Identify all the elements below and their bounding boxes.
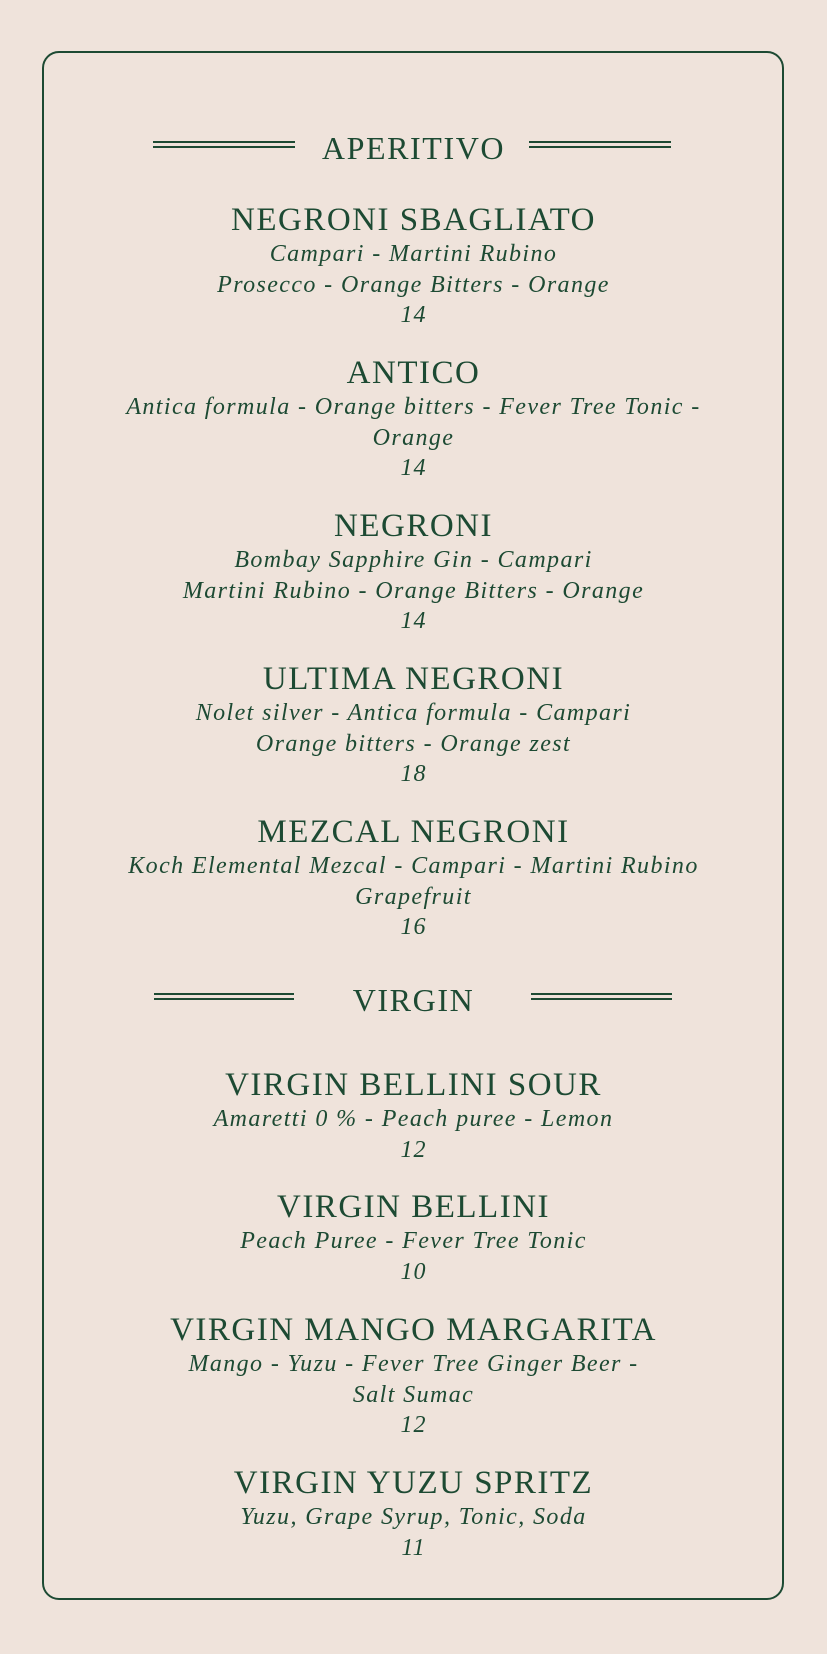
menu-item bbox=[60, 660, 767, 790]
item-price: 14 bbox=[400, 455, 427, 481]
section-title: VIRGIN bbox=[352, 982, 475, 1018]
item-description-line: Amaretti 0 % - Peach puree - Lemon bbox=[213, 1106, 614, 1132]
item-name: VIRGIN BELLINI bbox=[276, 1189, 551, 1225]
item-name: ULTIMA NEGRONI bbox=[262, 661, 565, 697]
menu-item bbox=[60, 507, 767, 637]
item-description-line: Koch Elemental Mezcal - Campari - Martini Rubino bbox=[128, 853, 699, 879]
item-description-line: Yuzu, Grape Syrup, Tonic, Soda bbox=[240, 1504, 587, 1530]
item-price: 11 bbox=[401, 1534, 426, 1561]
item-price: 12 bbox=[400, 1412, 427, 1438]
section-header-aperitivo bbox=[0, 128, 827, 168]
item-name: MEZCAL NEGRONI bbox=[257, 814, 570, 850]
item-description-line: Peach Puree - Fever Tree Tonic bbox=[240, 1228, 587, 1254]
item-price: 14 bbox=[400, 302, 427, 328]
double-rule-right bbox=[531, 993, 672, 1000]
item-description bbox=[60, 1104, 767, 1135]
item-description-line: Martini Rubino - Orange Bitters - Orange bbox=[182, 577, 645, 604]
item-description bbox=[60, 1226, 767, 1257]
item-description-line: Bombay Sapphire Gin - Campari bbox=[234, 547, 593, 573]
section-title: APERITIVO bbox=[321, 130, 506, 166]
item-price: 14 bbox=[400, 608, 427, 634]
menu-item bbox=[60, 1464, 767, 1563]
item-description bbox=[60, 1502, 767, 1533]
item-price: 16 bbox=[400, 914, 427, 940]
item-description bbox=[60, 545, 767, 606]
item-description bbox=[60, 239, 767, 300]
menu-item bbox=[60, 1311, 767, 1441]
item-name: ANTICO bbox=[346, 355, 481, 391]
item-description bbox=[60, 851, 767, 912]
item-name: VIRGIN MANGO MARGARITA bbox=[170, 1312, 657, 1348]
item-description-line: Antica formula - Orange bitters - Fever Tree Tonic - bbox=[126, 394, 701, 420]
item-description bbox=[60, 392, 767, 453]
item-name: NEGRONI bbox=[334, 508, 493, 544]
item-description-line: Orange bbox=[372, 424, 455, 451]
section-header-virgin bbox=[0, 980, 827, 1020]
menu-item bbox=[60, 354, 767, 484]
item-description bbox=[60, 1349, 767, 1410]
item-name: VIRGIN BELLINI SOUR bbox=[225, 1067, 602, 1103]
menu-item bbox=[60, 201, 767, 331]
item-description-line: Prosecco - Orange Bitters - Orange bbox=[217, 271, 610, 298]
item-description-line: Salt Sumac bbox=[352, 1381, 475, 1408]
menu-item bbox=[60, 813, 767, 943]
item-description-line: Nolet silver - Antica formula - Campari bbox=[195, 700, 632, 726]
item-price: 10 bbox=[400, 1258, 427, 1285]
item-price: 18 bbox=[400, 761, 427, 787]
item-description-line: Campari - Martini Rubino bbox=[269, 241, 558, 267]
double-rule-right bbox=[529, 141, 671, 148]
item-description-line: Mango - Yuzu - Fever Tree Ginger Beer - bbox=[188, 1351, 639, 1377]
item-name: VIRGIN YUZU SPRITZ bbox=[233, 1465, 594, 1501]
item-description-line: Orange bitters - Orange zest bbox=[255, 730, 572, 757]
item-description bbox=[60, 698, 767, 759]
item-name: NEGRONI SBAGLIATO bbox=[231, 202, 596, 238]
item-description-line: Grapefruit bbox=[355, 883, 472, 910]
menu-item bbox=[60, 1066, 767, 1165]
menu-item bbox=[60, 1188, 767, 1287]
item-price: 12 bbox=[400, 1136, 427, 1163]
